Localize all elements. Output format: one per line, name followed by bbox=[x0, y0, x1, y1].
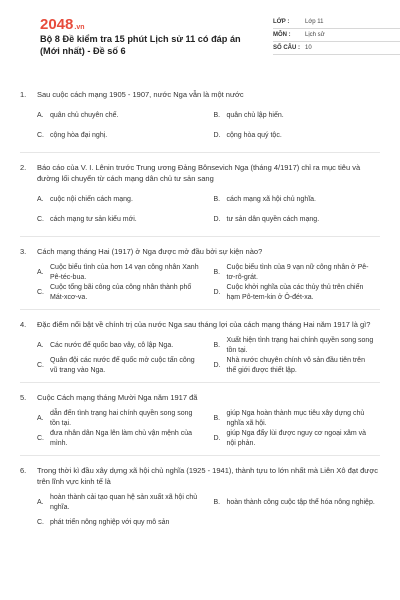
meta-subject-value: Lịch sử bbox=[305, 32, 325, 38]
header bbox=[20, 0, 380, 84]
question-text: Cuộc Cách mạng tháng Mười Nga năm 1917 đã bbox=[37, 393, 198, 402]
question-text: Sau cuộc cách mạng 1905 - 1907, nước Nga vẫn là một nước bbox=[37, 90, 244, 99]
option-label: A. bbox=[37, 342, 44, 349]
meta-class-value: Lớp 11 bbox=[305, 19, 324, 25]
option-text: cách mạng tư sản kiểu mới. bbox=[50, 216, 137, 223]
option-text: cách mạng xã hội chủ nghĩa. bbox=[226, 196, 317, 203]
answer-option[interactable] bbox=[214, 493, 381, 513]
answer-option[interactable] bbox=[214, 356, 381, 376]
option-label: A. bbox=[37, 269, 44, 276]
meta-subject-label: MÔN : bbox=[273, 32, 291, 38]
answer-option[interactable] bbox=[37, 336, 204, 356]
answer-option[interactable] bbox=[214, 336, 381, 356]
option-text: Cuộc khởi nghĩa của các thủy thủ trên chiến hạm Pô-tem-kin ở Ô-đét-xa. bbox=[226, 284, 364, 301]
option-text: Các nước đế quốc bao vây, cô lập Nga. bbox=[50, 342, 174, 349]
answer-option[interactable] bbox=[214, 409, 381, 429]
option-text: hoàn thành cải tạo quan hệ sản xuất xã hội chủ nghĩa. bbox=[50, 494, 198, 511]
option-label: C. bbox=[37, 362, 44, 369]
answer-option[interactable] bbox=[37, 190, 204, 210]
question-text: Báo cáo của V. I. Lênin trước Trung ương Đảng Bônsevich Nga (tháng 4/1917) chỉ ra mục tiêu và đường lối chuyển từ cách mạng dân chủ tư sản sang bbox=[37, 163, 361, 183]
logo-suffix: .vn bbox=[74, 24, 85, 31]
option-label: A. bbox=[37, 196, 44, 203]
answer-option[interactable] bbox=[37, 409, 204, 429]
meta-class-label: LỚP : bbox=[273, 19, 290, 25]
option-text: cộng hòa quý tộc. bbox=[226, 132, 282, 139]
option-label: C. bbox=[37, 435, 44, 442]
option-label: C. bbox=[37, 519, 44, 526]
option-text: Cuộc biểu tình của 9 vạn nữ công nhân ở Pê-tơ-rô-grát. bbox=[226, 264, 369, 281]
option-text: quân chủ chuyên chế. bbox=[50, 112, 119, 119]
option-text: cộng hòa đại nghị. bbox=[50, 132, 108, 139]
meta-info bbox=[273, 16, 400, 55]
question bbox=[20, 310, 380, 383]
meta-count-value: 10 bbox=[305, 45, 312, 51]
option-text: Cuộc biểu tình của hơn 14 vạn công nhân Xanh Pê-téc-bua. bbox=[50, 264, 199, 281]
option-text: Quân đội các nước đế quốc mở cuộc tấn công vũ trang vào Nga. bbox=[50, 357, 195, 374]
option-label: B. bbox=[213, 112, 221, 119]
option-label: D. bbox=[213, 132, 221, 139]
option-label: B. bbox=[213, 269, 221, 276]
answer-option[interactable] bbox=[37, 126, 204, 146]
answer-option[interactable] bbox=[37, 106, 204, 126]
question-number: 2. bbox=[20, 163, 27, 172]
option-text: Cuộc tổng bãi công của công nhân thành phố Mát-xcơ-va. bbox=[50, 284, 192, 301]
option-text: giúp Nga đẩy lùi được nguy cơ ngoại xâm và nội phản. bbox=[226, 430, 367, 447]
option-label: B. bbox=[213, 499, 221, 506]
option-text: cuộc nội chiến cách mạng. bbox=[50, 196, 133, 203]
meta-class-row bbox=[273, 16, 400, 29]
answer-option[interactable] bbox=[37, 513, 204, 533]
question-number: 4. bbox=[20, 320, 27, 329]
meta-count-row bbox=[273, 42, 400, 55]
question bbox=[20, 237, 380, 310]
option-label: A. bbox=[37, 112, 44, 119]
option-label: D. bbox=[213, 362, 221, 369]
option-text: hoàn thành công cuộc tập thể hóa nông nghiệp. bbox=[226, 499, 375, 506]
answer-option[interactable] bbox=[214, 106, 381, 126]
answer-option[interactable] bbox=[214, 190, 381, 210]
option-label: A. bbox=[37, 415, 44, 422]
option-text: dẫn đến tình trạng hai chính quyền song song tồn tại. bbox=[50, 410, 193, 427]
option-label: D. bbox=[213, 289, 221, 296]
option-text: giúp Nga hoàn thành mục tiêu xây dựng chủ nghĩa xã hội. bbox=[226, 410, 365, 427]
question-number: 5. bbox=[20, 393, 27, 402]
option-label: C. bbox=[37, 132, 44, 139]
question bbox=[20, 456, 380, 533]
question bbox=[20, 383, 380, 456]
question-number: 1. bbox=[20, 90, 27, 99]
answer-option[interactable] bbox=[214, 283, 381, 303]
option-label: D. bbox=[213, 216, 221, 223]
answer-option[interactable] bbox=[214, 429, 381, 449]
question-number: 3. bbox=[20, 247, 27, 256]
meta-count-label: SỐ CÂU : bbox=[273, 45, 300, 51]
answer-option[interactable] bbox=[214, 210, 381, 230]
option-label: C. bbox=[37, 216, 44, 223]
answer-option[interactable] bbox=[37, 429, 204, 449]
option-label: C. bbox=[37, 289, 44, 296]
answer-option[interactable] bbox=[37, 493, 204, 513]
option-label: B. bbox=[213, 196, 221, 203]
answer-option[interactable] bbox=[214, 263, 381, 283]
option-label: A. bbox=[37, 499, 44, 506]
option-label: B. bbox=[213, 415, 221, 422]
answer-option[interactable] bbox=[37, 283, 204, 303]
meta-subject-row bbox=[273, 29, 400, 42]
option-text: đưa nhân dân Nga lên làm chủ vận mệnh của mình. bbox=[50, 430, 193, 447]
question bbox=[20, 80, 380, 153]
answer-option[interactable] bbox=[214, 126, 381, 146]
answer-option[interactable] bbox=[37, 210, 204, 230]
question-text: Đặc điểm nổi bật về chính trị của nước Nga sau tháng lợi của cách mạng tháng Hai năm 1917 là gì? bbox=[37, 320, 371, 329]
option-label: D. bbox=[213, 435, 221, 442]
option-text: Nhà nước chuyên chính vô sản đầu tiên trên thế giới được thiết lập. bbox=[226, 357, 365, 374]
question bbox=[20, 153, 380, 237]
page-title: Bộ 8 Đề kiểm tra 15 phút Lịch sử 11 có đáp án (Mới nhất) - Đề số 6 bbox=[40, 34, 241, 56]
question-list bbox=[20, 80, 380, 533]
question-number: 6. bbox=[20, 466, 27, 475]
answer-option[interactable] bbox=[37, 356, 204, 376]
answer-option[interactable] bbox=[37, 263, 204, 283]
question-text: Cách mạng tháng Hai (1917) ở Nga được mở đầu bởi sự kiện nào? bbox=[37, 247, 263, 256]
option-text: phát triển nông nghiệp với quy mô sản bbox=[50, 519, 170, 526]
question-text: Trong thời kì đầu xây dựng xã hội chủ nghĩa (1925 - 1941), thành tựu to lớn nhất mà Liên Xô đạt được trên lĩnh vực kinh tế là bbox=[37, 466, 378, 486]
site-logo[interactable] bbox=[40, 16, 85, 33]
option-label: B. bbox=[213, 342, 221, 349]
option-text: Xuất hiện tình trạng hai chính quyền song song tồn tại. bbox=[226, 337, 374, 354]
option-text: tư sản dân quyền cách mạng. bbox=[226, 216, 320, 223]
option-text: quân chủ lập hiến. bbox=[226, 112, 284, 119]
logo-text: 2048 bbox=[40, 16, 74, 33]
